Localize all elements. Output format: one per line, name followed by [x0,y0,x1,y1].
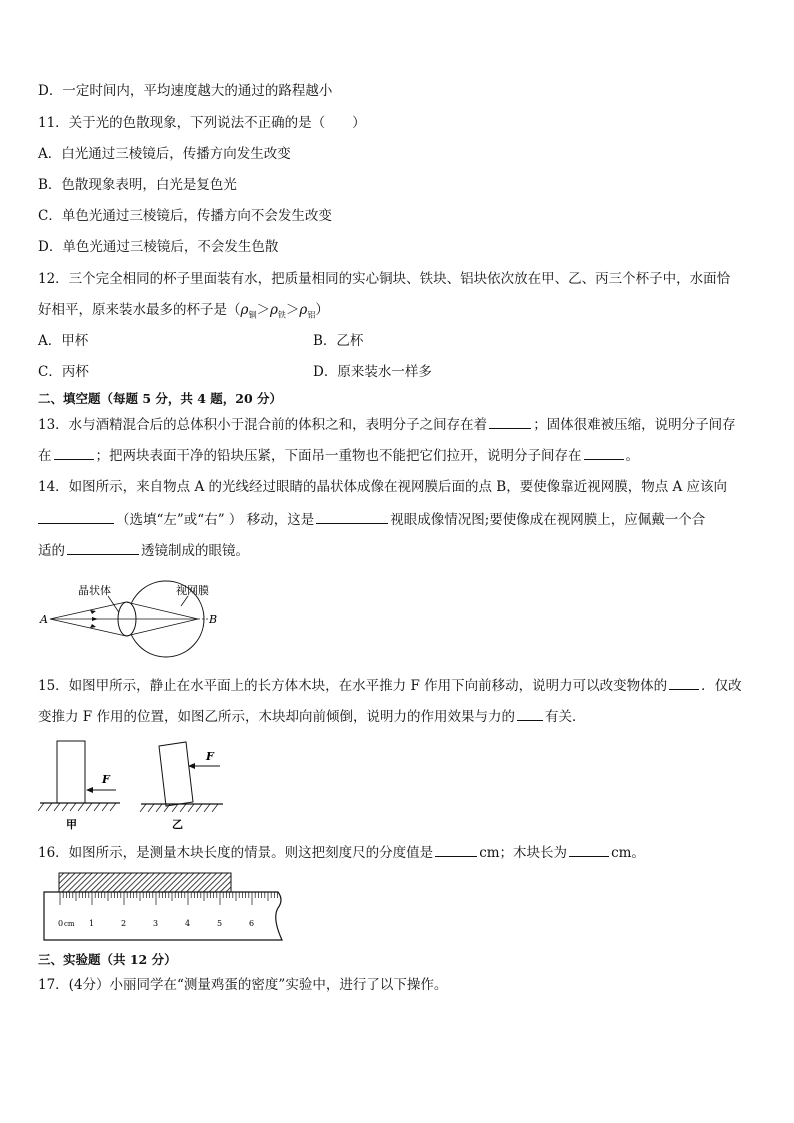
wood-block [59,873,231,892]
q14-text-1: （选填“左”或“右” ） 移动，这是 [116,512,315,528]
q12-stem-line2 [38,300,329,326]
ruler-diagram-svg [38,870,288,942]
arrow-head [92,617,98,621]
section-3-heading: 三、实验题（共 12 分） [38,952,177,967]
q14-line1: 14．如图所示，来自物点 A 的光线经过眼睛的晶状体成像在视网膜后面的点 B，要使像靠近视网膜，物点 A 应该向 [38,479,728,495]
q15-text-4: 有关． [544,709,586,725]
block-jia [57,741,85,803]
q15-text-3: 变推力 F 作用的位置，如图乙所示，木块却向前倾倒，说明力的作用效果与力的 [38,709,515,725]
ray-upper-out [126,602,198,619]
ray-lower-out [126,619,198,636]
ground-hatch-jia [38,803,116,811]
q13-line2 [38,445,639,466]
q11-option-c: C．单色光通过三棱镜后，传播方向不会发生改变 [38,208,332,224]
q15-line2 [38,706,585,727]
retina-pointer [181,596,188,606]
q13-text-4: ；把两块表面干净的铅块压紧，下面吊一重物也不能把它们拉开，说明分子间存在 [95,448,582,464]
q12-stem-text: 好相平，原来装水最多的杯子是（ [38,302,241,318]
rho-symbol: ρ [240,302,249,318]
arrow-head [90,610,96,614]
point-b-label: B [209,613,218,626]
q13-text-1: 13．水与酒精混合后的总体积小于混合前的体积之和，表明分子之间存在着 [38,417,488,433]
section-2-heading: 二、填空题（每题 5 分，共 4 题，20 分） [38,391,283,406]
caption-yi: 乙 [172,818,183,831]
arrow-head [86,787,93,793]
answer-blank[interactable] [517,706,543,721]
q13-line1 [38,414,736,435]
force-label-yi: F [206,750,214,763]
q12-option-b: B．乙杯 [313,333,364,349]
arrow-head [90,624,96,628]
answer-blank[interactable] [435,842,477,857]
q14-line2 [38,509,705,530]
subscript-iron: 铁 [277,310,286,320]
q11-stem: 11．关于光的色散现象，下列说法不正确的是（ ） [38,115,366,131]
answer-blank[interactable] [489,414,531,429]
ray-lower-in [50,619,126,636]
answer-blank[interactable] [38,509,114,524]
q14-text-3: 适的 [38,543,65,559]
q16-text-1: 16．如图所示，是测量木块长度的情景。则这把刻度尺的分度值是 [38,845,434,861]
q12-stem-line1: 12．三个完全相同的杯子里面装有水，把质量相同的实心铜块、铁块、铝块依次放在甲、乙、丙三个杯子中，水面恰 [38,271,731,287]
ruler-diagram [38,870,288,942]
q16-text-3: cm。 [611,845,645,861]
block-yi [159,742,193,806]
q17-stem: 17．(4分）小丽同学在“测量鸡蛋的密度”实验中，进行了以下操作。 [38,977,448,993]
retina-label: 视网膜 [176,584,209,597]
point-a-label: A [40,613,48,626]
q15-line1 [38,675,742,696]
ruler-unit: cm [64,920,75,928]
answer-blank[interactable] [316,509,388,524]
force-label-jia: F [102,773,110,786]
force-diagram [38,738,228,833]
q16-line [38,842,645,863]
rho-symbol: ρ [269,302,278,318]
q14-text-4: 透镜制成的眼镜。 [141,543,249,559]
answer-blank[interactable] [669,675,699,690]
q12-option-a: A．甲杯 [38,333,89,349]
ruler-label-4: 4 [185,919,191,928]
ruler-label-3: 3 [153,919,159,928]
q12-options-row1 [38,331,738,351]
q11-option-b: B．色散现象表明，白光是复色光 [38,177,237,193]
lens-label: 晶状体 [78,584,111,597]
q13-text-5: 。 [625,448,639,464]
q14-text-2: 视眼成像情况图;要使像成在视网膜上，应佩戴一个合 [390,512,706,528]
q11-option-a: A．白光通过三棱镜后，传播方向发生改变 [38,146,291,162]
ray-upper-in [50,602,126,619]
answer-blank[interactable] [67,540,139,555]
q11-option-d: D．单色光通过三棱镜后，不会发生色散 [38,239,279,255]
answer-blank[interactable] [569,842,609,857]
answer-blank[interactable] [584,445,624,460]
ruler-label-2: 2 [121,919,127,928]
ruler-label-0: 0 [58,919,64,928]
subscript-aluminum: 铝 [307,310,316,320]
q12-options-row2 [38,362,738,382]
greater-than: ＞ [285,302,300,318]
ruler-label-1: 1 [89,919,95,928]
q16-text-2: cm；木块长为 [479,845,568,861]
ruler-label-5: 5 [217,919,223,928]
eye-diagram [38,580,238,666]
q14-line3 [38,540,249,561]
eye-diagram-svg [38,580,238,666]
q15-text-2: ．仅改 [701,678,742,694]
answer-blank[interactable] [54,445,94,460]
ruler-body [44,892,282,940]
q15-text-1: 15．如图甲所示，静止在水平面上的长方体木块，在水平推力 F 作用下向前移动，说明力可以改变物体的 [38,678,668,694]
greater-than: ＞ [256,302,270,318]
q10-option-d: D．一定时间内，平均速度越大的通过的路程越小 [38,83,333,99]
ground-hatch-yi [140,804,218,812]
q13-text-2: ；固体很难被压缩，说明分子间存 [533,417,736,433]
force-diagram-svg [38,738,228,833]
close-paren: ） [315,302,329,318]
q12-option-c: C．丙杯 [38,364,89,380]
q13-text-3: 在 [38,448,52,464]
ruler-label-6: 6 [249,919,255,928]
caption-jia: 甲 [66,818,77,831]
q12-option-d: D．原来装水一样多 [313,364,432,380]
subscript-copper: 铜 [248,310,257,320]
rho-symbol: ρ [299,302,308,318]
